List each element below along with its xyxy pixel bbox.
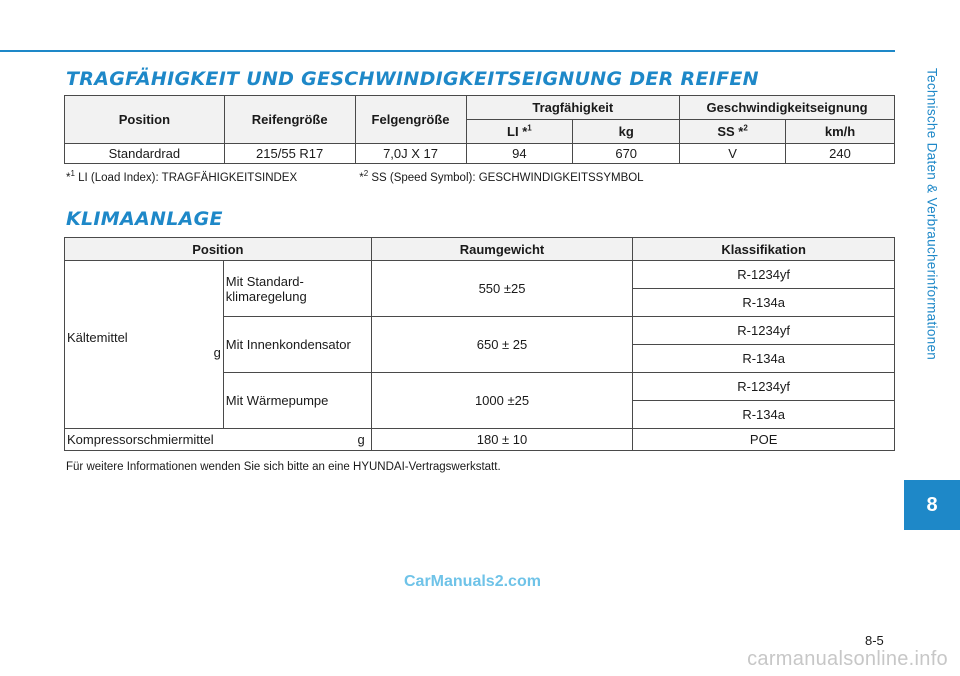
weight-standard: 550 ±25 [371, 261, 633, 317]
class-condenser-a: R-1234yf [633, 317, 895, 345]
variant-standard: Mit Standard- klimaregelung [223, 261, 371, 317]
ss-sup: 2 [743, 123, 748, 133]
compressor-class: POE [633, 429, 895, 451]
class-heatpump-a: R-1234yf [633, 373, 895, 401]
weight-condenser: 650 ± 25 [371, 317, 633, 373]
ac-note: Für weitere Informationen wenden Sie sich bitte an eine HYUNDAI-Vertragswerkstatt. [66, 461, 501, 473]
watermark: CarManuals2.com [404, 573, 541, 590]
class-heatpump-b: R-134a [633, 401, 895, 429]
ac-header-classification: Klassifikation [633, 238, 895, 261]
ac-header-row [65, 238, 895, 261]
ac-header-weight: Raumgewicht [371, 238, 633, 261]
tire-header-kmh: km/h [786, 120, 895, 144]
variant-condenser: Mit Innenkondensator [223, 317, 371, 373]
footnote-2-sup: 2 [363, 169, 369, 179]
table-row [65, 261, 895, 289]
tire-row-li: 94 [466, 144, 573, 164]
compressor-weight: 180 ± 10 [371, 429, 633, 451]
page-number: 8-5 [865, 633, 884, 648]
class-standard-b: R-134a [633, 289, 895, 317]
tire-header-position: Position [65, 96, 225, 144]
tire-row-ss: V [680, 144, 786, 164]
tire-header-row [65, 96, 895, 120]
footnote-2-mark: * [359, 172, 364, 184]
class-condenser-b: R-134a [633, 345, 895, 373]
footnote-2 [359, 169, 644, 184]
tire-table [64, 95, 895, 164]
footnote-1 [66, 169, 356, 184]
chapter-tab[interactable]: 8 [904, 480, 960, 530]
refrigerant-unit: g [213, 344, 221, 360]
compressor-label: Kompressorschmiermittel [67, 432, 214, 447]
tire-row-position: Standardrad [65, 144, 225, 164]
footnote-1-text: LI (Load Index): TRAGFÄHIGKEITSINDEX [78, 172, 298, 184]
tire-header-rim-size: Felgengröße [355, 96, 466, 144]
chapter-side-label: Technische Daten & Verbraucherinformationen [924, 68, 940, 361]
variant-heatpump: Mit Wärmepumpe [223, 373, 371, 429]
compressor-cell [65, 429, 372, 451]
table-row [65, 429, 895, 451]
li-label: LI * [507, 124, 528, 139]
footnote-1-sup: 1 [70, 169, 75, 179]
footnote-1-mark: * [66, 172, 71, 184]
footer-watermark: carmanualsonline.info [747, 648, 948, 670]
tire-footnotes [66, 169, 644, 184]
weight-heatpump: 1000 ±25 [371, 373, 633, 429]
compressor-split [67, 432, 369, 447]
table-row [65, 144, 895, 164]
li-sup: 1 [527, 123, 532, 133]
tire-row-tire-size: 215/55 R17 [224, 144, 355, 164]
compressor-unit: g [357, 432, 365, 447]
tire-header-load-capacity: Tragfähigkeit [466, 96, 680, 120]
tire-header-kg: kg [573, 120, 680, 144]
tire-header-speed-rating: Geschwindigkeitseignung [680, 96, 895, 120]
ac-table [64, 237, 895, 451]
tire-section-title: TRAGFÄHIGKEIT UND GESCHWINDIGKEITSEIGNUNG DER REIFEN [66, 68, 759, 90]
tire-row-rim-size: 7,0J X 17 [355, 144, 466, 164]
tire-header-ss [680, 120, 786, 144]
tire-header-li [466, 120, 573, 144]
tire-row-kg: 670 [573, 144, 680, 164]
ss-label: SS * [717, 124, 744, 139]
tire-header-tire-size: Reifengröße [224, 96, 355, 144]
refrigerant-label: Kältemittel [67, 329, 128, 345]
ac-header-position: Position [65, 238, 372, 261]
footnote-2-text: SS (Speed Symbol): GESCHWINDIGKEITSSYMBOL [371, 172, 644, 184]
tire-row-kmh: 240 [786, 144, 895, 164]
refrigerant-cell [65, 261, 224, 429]
class-standard-a: R-1234yf [633, 261, 895, 289]
ac-section-title: KLIMAANLAGE [66, 208, 223, 230]
top-rule [0, 50, 895, 52]
